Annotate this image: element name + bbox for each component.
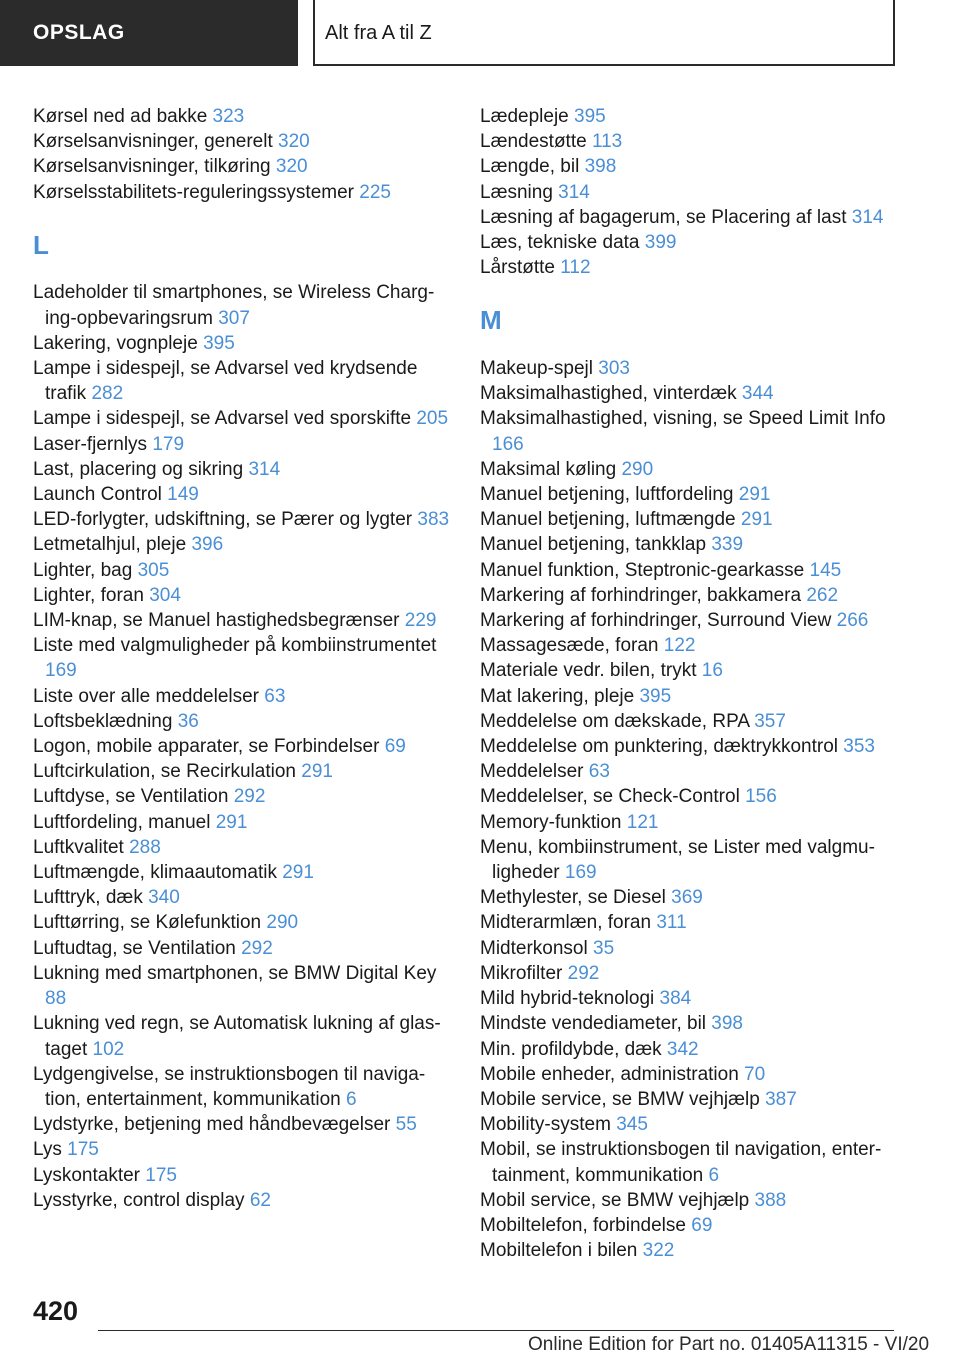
index-entry-text: Læs, tekniske data	[480, 232, 645, 254]
page-reference-link[interactable]: 305	[137, 559, 170, 581]
index-entry	[33, 684, 453, 709]
index-entry	[33, 180, 453, 205]
index-entry	[480, 835, 900, 885]
index-entry	[33, 432, 453, 457]
page-reference-link[interactable]: 169	[564, 862, 597, 884]
page-reference-link[interactable]: 113	[591, 131, 623, 153]
index-entry-text: Lighter, bag	[33, 559, 138, 581]
page-reference-link[interactable]: 339	[711, 534, 744, 556]
index-entry-text: Længde, bil	[480, 156, 585, 178]
page-reference-link[interactable]: 112	[560, 257, 591, 279]
page-reference-link[interactable]: 323	[212, 106, 245, 127]
index-entry-text: Lakering, vognpleje	[33, 332, 204, 354]
index-entry	[480, 709, 900, 734]
index-entry	[480, 180, 900, 205]
index-entry	[33, 1137, 453, 1162]
index-entry	[33, 532, 453, 557]
page-reference-link[interactable]: 69	[691, 1214, 713, 1236]
index-entry	[480, 356, 900, 381]
index-entry	[480, 784, 900, 809]
index-entry-text: Liste over alle meddelelser	[33, 685, 265, 707]
index-entry	[33, 734, 453, 759]
index-entry	[480, 406, 900, 456]
index-letter-heading: M	[480, 305, 502, 336]
index-entry-text: Manuel betjening, luftmængde	[480, 509, 741, 531]
index-entry	[480, 154, 900, 179]
index-entry-text: Methylester, se Diesel	[480, 887, 672, 909]
page-reference-link[interactable]: 395	[203, 332, 235, 354]
page-reference-link[interactable]: 344	[741, 383, 774, 405]
index-entry-text: Liste med valgmuligheder på kombiinstrumentet	[33, 635, 437, 657]
page-reference-link[interactable]: 387	[765, 1088, 797, 1110]
index-entry-text: Maksimalhastighed, vinterdæk	[480, 383, 742, 405]
index-entry-text: Meddelelse om punktering, dæktrykkontrol	[480, 736, 844, 758]
index-entry-text: Luftkvalitet	[33, 836, 130, 858]
page-reference-link[interactable]: 6	[708, 1164, 720, 1186]
index-column-right	[480, 104, 900, 1263]
index-entry	[33, 810, 453, 835]
page-reference-link[interactable]: 291	[215, 811, 248, 833]
index-entry-text: Manuel betjening, tankklap	[480, 534, 712, 556]
index-entry-text: LIM-knap, se Manuel hastighedsbegrænser	[33, 610, 405, 632]
index-entry-text: Luftdyse, se Ventilation	[33, 786, 234, 808]
index-entry-text: Luftcirkulation, se Recirkulation	[33, 761, 302, 783]
chapter-title: Alt fra A til Z	[313, 0, 895, 66]
index-entry	[33, 784, 453, 809]
index-entry-text: Midterkonsol	[480, 937, 593, 959]
page-reference-link[interactable]: 291	[740, 509, 773, 531]
index-entry-text: Letmetalhjul, pleje	[33, 534, 192, 556]
index-entry	[33, 558, 453, 583]
index-entry	[33, 759, 453, 784]
index-entry-text: Luftudtag, se Ventilation	[33, 937, 242, 959]
page-reference-link[interactable]: 369	[671, 887, 703, 909]
index-entry	[33, 507, 453, 532]
index-entry-text: Mobiltelefon, forbindelse	[480, 1214, 692, 1236]
page-reference-link[interactable]: 70	[744, 1063, 766, 1085]
index-entry	[480, 810, 900, 835]
index-entry	[33, 356, 453, 406]
page-reference-link[interactable]: 388	[754, 1189, 787, 1211]
index-entry	[480, 507, 900, 532]
page-reference-link[interactable]: 35	[593, 937, 615, 959]
index-entry-text: Laser-fjernlys	[33, 433, 153, 455]
page-reference-link[interactable]: 353	[843, 736, 875, 758]
index-entry	[480, 558, 900, 583]
page-reference-link[interactable]: 169	[45, 660, 77, 682]
page-reference-link[interactable]: 395	[574, 106, 606, 127]
index-entry-text: Manuel funktion, Steptronic-gearkasse	[480, 559, 810, 581]
page-reference-link[interactable]: 303	[598, 358, 630, 380]
page-reference-link[interactable]: 55	[395, 1114, 417, 1136]
index-entry-text: Lydgengivelse, se instruktionsbogen til navigation, entertainment, kommunikation	[33, 1063, 426, 1110]
index-entry-text: Materiale vedr. bilen, trykt	[480, 660, 702, 682]
page-reference-link[interactable]: 307	[218, 307, 250, 329]
index-entry-text: Kørselsanvisninger, generelt	[33, 131, 279, 153]
index-entry-text: Loftsbeklædning	[33, 710, 178, 732]
index-entry	[33, 482, 453, 507]
page-reference-link[interactable]: 357	[754, 710, 786, 732]
index-entry	[33, 331, 453, 356]
index-entry-text: Mobile service, se BMW vejhjælp	[480, 1088, 766, 1110]
page-reference-link[interactable]: 291	[282, 862, 314, 884]
index-entry-text: Lufttryk, dæk	[33, 887, 149, 909]
index-entry	[480, 1137, 900, 1187]
index-entry-text: Meddelelse om dækskade, RPA	[480, 710, 755, 732]
index-entry-text: Midterarmlæn, foran	[480, 912, 657, 934]
index-entry-text: Markering af forhindringer, Surround View	[480, 610, 837, 632]
index-entry-text: Maksimalhastighed, visning, se Speed Limit Info	[480, 408, 886, 430]
index-entry	[480, 230, 900, 255]
page-reference-link[interactable]: 262	[806, 584, 839, 606]
index-entry-text: Mat lakering, pleje	[480, 685, 640, 707]
index-entry-text: Lampe i sidespejl, se Advarsel ved krydsende trafik	[33, 358, 418, 405]
index-entry	[33, 1011, 453, 1061]
index-entry	[480, 986, 900, 1011]
index-entry	[480, 658, 900, 683]
footer-divider	[98, 1330, 894, 1331]
index-entry	[480, 910, 900, 935]
page-reference-link[interactable]: 342	[666, 1038, 699, 1060]
page-reference-link[interactable]: 282	[91, 383, 124, 405]
index-entry-text: Læsning	[480, 181, 559, 203]
page-reference-link[interactable]: 149	[167, 484, 199, 506]
index-entry	[480, 759, 900, 784]
index-entry	[480, 381, 900, 406]
index-entry	[480, 205, 900, 230]
index-entry	[33, 709, 453, 734]
index-entry-text: Logon, mobile apparater, se Forbindelser	[33, 736, 385, 758]
index-entry	[33, 1062, 453, 1112]
index-entry-text: Massagesæde, foran	[480, 635, 664, 657]
page-reference-link[interactable]: 290	[621, 458, 654, 480]
index-entry-text: Lædepleje	[480, 106, 575, 127]
page-reference-link[interactable]: 121	[626, 811, 659, 833]
index-entry-text: Lændestøtte	[480, 131, 592, 153]
page-reference-link[interactable]: 225	[359, 181, 391, 203]
index-entry	[33, 608, 453, 633]
page-reference-link[interactable]: 63	[264, 685, 286, 707]
index-entry-text: Luftfordeling, manuel	[33, 811, 216, 833]
index-entry-text: Lårstøtte	[480, 257, 561, 279]
index-entry-text: Mindste vendediameter, bil	[480, 1013, 712, 1035]
index-entry-text: Lighter, foran	[33, 584, 150, 606]
index-entry-text: Launch Control	[33, 484, 168, 506]
page-reference-link[interactable]: 384	[659, 988, 692, 1010]
index-entry-text: Lampe i sidespejl, se Advarsel ved sporskifte	[33, 408, 417, 430]
index-entry	[33, 835, 453, 860]
page-header	[0, 0, 960, 66]
index-entry-text: Memory-funktion	[480, 811, 627, 833]
index-entry-text: Mild hybrid-teknologi	[480, 988, 660, 1010]
page-reference-link[interactable]: 314	[248, 458, 281, 480]
page-reference-link[interactable]: 175	[67, 1139, 99, 1161]
page-reference-link[interactable]: 6	[346, 1088, 357, 1110]
page-number: 420	[33, 1296, 79, 1326]
index-entry-text: Lysstyrke, control display	[33, 1189, 250, 1211]
index-entry	[480, 583, 900, 608]
index-entry	[480, 1011, 900, 1036]
index-entry	[480, 936, 900, 961]
index-entry-text: Lydstyrke, betjening med håndbevægelser	[33, 1114, 396, 1136]
index-entry	[480, 1087, 900, 1112]
index-entry	[480, 1037, 900, 1062]
index-entry-text: Meddelelser, se Check-Control	[480, 786, 746, 808]
index-entry	[33, 860, 453, 885]
index-entry	[480, 961, 900, 986]
index-entry-text: LED-forlygter, udskiftning, se Pærer og lygter	[33, 509, 418, 531]
index-entry	[480, 885, 900, 910]
page-reference-link[interactable]: 69	[384, 736, 406, 758]
index-entry	[33, 129, 453, 154]
page-reference-link[interactable]: 266	[836, 610, 869, 632]
page-reference-link[interactable]: 314	[558, 181, 590, 203]
index-entry	[480, 734, 900, 759]
page-reference-link[interactable]: 16	[701, 660, 723, 682]
index-entry	[33, 961, 453, 1011]
page-reference-link[interactable]: 396	[191, 534, 224, 556]
index-entry	[480, 608, 900, 633]
index-entry-text: Mobil service, se BMW vejhjælp	[480, 1189, 755, 1211]
index-entry	[480, 532, 900, 557]
index-entry	[33, 1112, 453, 1137]
index-entry-text: Lys	[33, 1139, 68, 1161]
page-reference-link[interactable]: 292	[241, 937, 273, 959]
index-entry-text: Kørsel ned ad bakke	[33, 106, 213, 127]
page-reference-link[interactable]: 179	[152, 433, 185, 455]
page-reference-link[interactable]: 292	[567, 962, 600, 984]
index-entry-text: Menu, kombiinstrument, se Lister med valgmuligheder	[480, 836, 875, 884]
index-entry-text: Makeup-spejl	[480, 358, 599, 380]
page-reference-link[interactable]: 395	[639, 685, 672, 707]
index-entry	[33, 885, 453, 910]
page-reference-link[interactable]: 290	[266, 912, 299, 934]
edition-note: Online Edition for Part no. 01405A11315 - VI/20	[528, 1334, 930, 1355]
page-reference-link[interactable]: 320	[275, 156, 308, 178]
page-reference-link[interactable]: 145	[809, 559, 842, 581]
page-reference-link[interactable]: 292	[233, 786, 266, 808]
page-reference-link[interactable]: 399	[644, 232, 677, 254]
index-entry	[33, 633, 453, 683]
index-entry-text: Mikrofilter	[480, 962, 568, 984]
page-reference-link[interactable]: 304	[149, 584, 181, 606]
index-entry	[480, 1062, 900, 1087]
index-entry-text: Ladeholder til smartphones, se Wireless Charging-opbevaringsrum	[33, 282, 435, 329]
index-entry	[480, 1238, 900, 1263]
page-reference-link[interactable]: 291	[738, 484, 771, 506]
page-reference-link[interactable]: 288	[129, 836, 161, 858]
page-reference-link[interactable]: 63	[588, 761, 610, 783]
index-entry-text: Lufttørring, se Kølefunktion	[33, 912, 267, 934]
page-reference-link[interactable]: 205	[416, 408, 449, 430]
index-entry	[33, 457, 453, 482]
page-reference-link[interactable]: 102	[92, 1038, 125, 1060]
index-entry-text: Lukning ved regn, se Automatisk lukning af glastaget	[33, 1013, 441, 1060]
page-reference-link[interactable]: 320	[278, 131, 310, 153]
index-entry-text: Lyskontakter	[33, 1164, 146, 1186]
index-entry-text: Kørselsanvisninger, tilkøring	[33, 156, 276, 178]
index-entry	[33, 406, 453, 431]
page-reference-link[interactable]: 36	[177, 710, 199, 732]
page-reference-link[interactable]: 314	[851, 206, 884, 228]
index-entry	[480, 633, 900, 658]
index-entry-text: Læsning af bagagerum, se Placering af last	[480, 206, 852, 228]
page-reference-link[interactable]: 175	[145, 1164, 177, 1186]
index-entry-text: Maksimal køling	[480, 458, 622, 480]
page-reference-link[interactable]: 340	[148, 887, 180, 909]
index-entry	[480, 457, 900, 482]
index-entry	[480, 104, 900, 129]
index-entry-text: Mobile enheder, administration	[480, 1063, 745, 1085]
index-entry	[33, 1188, 453, 1213]
index-entry	[33, 154, 453, 179]
index-entry-text: Kørselsstabilitets-reguleringssystemer	[33, 181, 360, 203]
index-entry-text: Meddelelser	[480, 761, 589, 783]
index-letter-heading: L	[33, 229, 49, 260]
page-reference-link[interactable]: 322	[642, 1240, 675, 1262]
index-entry	[33, 910, 453, 935]
index-entry	[480, 129, 900, 154]
page-reference-link[interactable]: 398	[711, 1013, 743, 1035]
index-entry-text: Luftmængde, klimaautomatik	[33, 862, 283, 884]
page-reference-link[interactable]: 62	[249, 1189, 271, 1211]
section-tab: OPSLAG	[0, 0, 298, 66]
index-entry	[480, 482, 900, 507]
index-entry-text: Mobiltelefon i bilen	[480, 1240, 643, 1262]
index-entry-text: Min. profildybde, dæk	[480, 1038, 667, 1060]
index-entry	[480, 684, 900, 709]
index-entry-text: Manuel betjening, luftfordeling	[480, 484, 739, 506]
index-entry	[33, 1163, 453, 1188]
index-column-left	[33, 104, 453, 1213]
page-reference-link[interactable]: 122	[663, 635, 696, 657]
index-entry	[480, 1188, 900, 1213]
index-entry-text: Mobility-system	[480, 1114, 617, 1136]
index-entry	[33, 104, 453, 129]
index-entry	[480, 1112, 900, 1137]
page-reference-link[interactable]: 345	[616, 1114, 648, 1136]
page-reference-link[interactable]: 291	[301, 761, 333, 783]
index-entry	[33, 280, 453, 330]
index-entry	[33, 936, 453, 961]
index-entry-text: Markering af forhindringer, bakkamera	[480, 584, 807, 606]
page-reference-link[interactable]: 156	[745, 786, 777, 808]
index-entry-text: Lukning med smartphonen, se BMW Digital Key	[33, 962, 437, 984]
page-reference-link[interactable]: 398	[584, 156, 617, 178]
index-entry	[480, 1213, 900, 1238]
page-reference-link[interactable]: 88	[45, 988, 67, 1010]
page-reference-link[interactable]: 166	[492, 433, 524, 455]
page-reference-link[interactable]: 311	[656, 912, 687, 934]
page-reference-link[interactable]: 383	[417, 509, 450, 531]
index-entry	[480, 255, 900, 280]
index-entry-text: Last, placering og sikring	[33, 458, 249, 480]
index-entry	[33, 583, 453, 608]
index-entry-text: Mobil, se instruktionsbogen til navigation, entertainment, kommunikation	[480, 1139, 882, 1186]
page-reference-link[interactable]: 229	[404, 610, 437, 632]
